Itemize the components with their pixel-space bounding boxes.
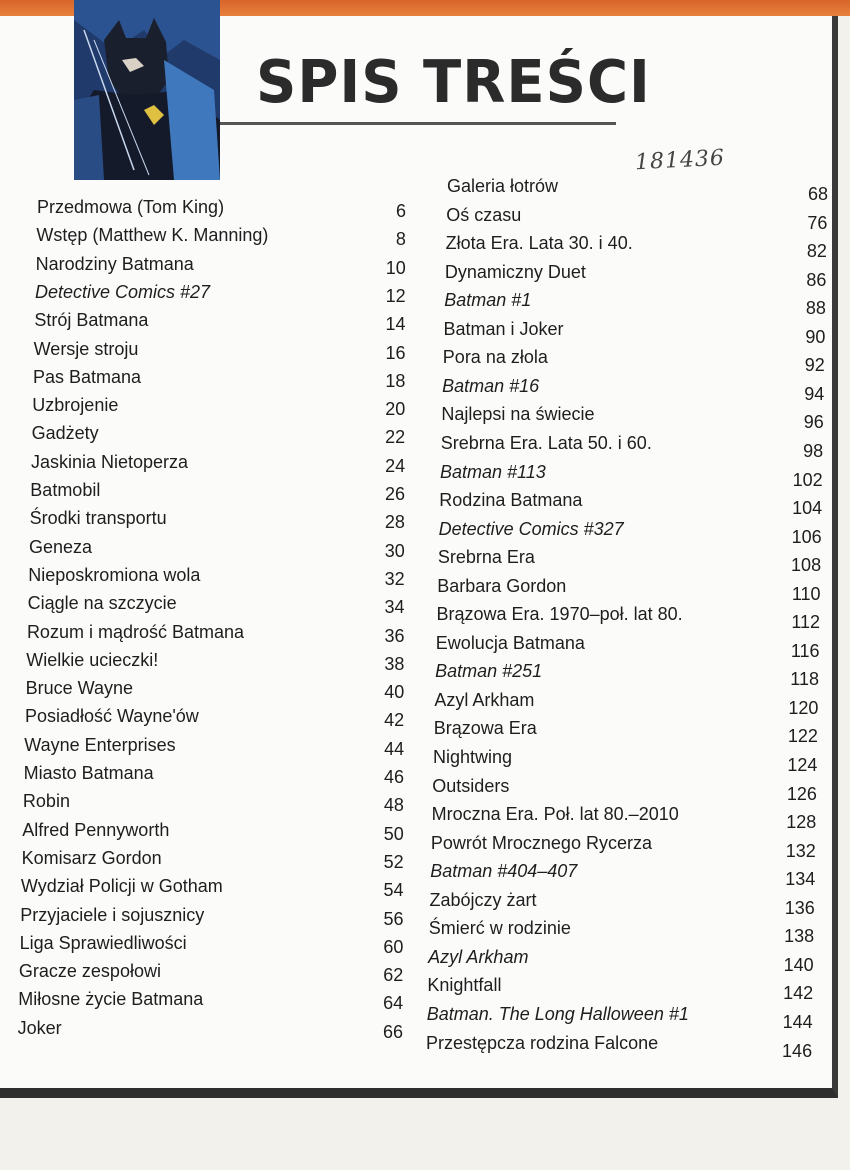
toc-entry: [446, 204, 836, 233]
toc-entry: [30, 508, 410, 532]
toc-entry: [430, 832, 821, 861]
toc-entry-title: Bruce Wayne: [25, 678, 133, 699]
toc-entry: [432, 775, 822, 804]
toc-entry-title: Detective Comics #327: [438, 518, 624, 539]
toc-entry-page: 142: [783, 983, 814, 1004]
toc-entry-title: Geneza: [28, 536, 92, 557]
toc-entry-title: Azyl Arkham: [434, 689, 535, 710]
toc-entry: [32, 423, 412, 447]
toc-entry: [36, 225, 416, 249]
toc-entry-page: 46: [383, 767, 404, 787]
toc-entry-page: 14: [385, 314, 406, 335]
toc-entry-page: 136: [784, 897, 815, 918]
toc-entry: [445, 233, 836, 262]
toc-entry-title: Przedmowa (Tom King): [37, 197, 225, 217]
toc-entry-title: Batman #16: [442, 375, 540, 396]
toc-entry-page: 12: [385, 285, 406, 306]
toc-entry-title: Strój Batmana: [34, 310, 149, 331]
toc-entry-page: 20: [385, 399, 406, 420]
toc-entry-title: Galeria łotrów: [447, 176, 559, 196]
toc-entry-page: 6: [395, 201, 406, 221]
toc-entry-title: Powrót Mrocznego Rycerza: [430, 832, 652, 853]
toc-entry-title: Nightwing: [433, 747, 513, 767]
toc-entry: [426, 1032, 816, 1061]
toc-entry-page: 120: [788, 697, 819, 718]
toc-entry-title: Miłosne życie Batmana: [18, 989, 204, 1010]
toc-entry-title: Środki transportu: [29, 508, 167, 529]
toc-entry-title: Ciągle na szczycie: [27, 593, 177, 614]
toc-entry: [430, 861, 820, 890]
toc-entry-page: 22: [385, 427, 406, 448]
toc-entry: [31, 452, 411, 476]
toc-entry: [442, 347, 833, 376]
toc-entry-page: 66: [383, 1021, 404, 1042]
page-title: SPIS TREŚCI: [256, 48, 651, 117]
toc-entry-title: Nieposkromiona wola: [28, 564, 201, 585]
toc-entry-page: 28: [384, 512, 405, 533]
toc-entry-title: Wersje stroju: [33, 338, 139, 359]
toc-entry-title: Mroczna Era. Poł. lat 80.–2010: [431, 804, 679, 825]
toc-entry-title: Rodzina Batmana: [439, 490, 583, 511]
toc-entry-page: 24: [385, 455, 406, 476]
toc-entry-page: 140: [783, 954, 814, 975]
toc-entry: [36, 254, 416, 278]
toc-entry-page: 30: [384, 540, 405, 561]
toc-entry-page: 102: [792, 469, 823, 490]
toc-entry-title: Brązowa Era. 1970–poł. lat 80.: [436, 604, 683, 625]
title-underline: [220, 122, 616, 125]
toc-entry: [437, 547, 828, 576]
toc-entry-page: 54: [383, 880, 404, 901]
toc-entry: [436, 604, 827, 633]
toc-entry: [427, 975, 817, 1004]
toc-entry-title: Dynamiczny Duet: [444, 261, 586, 282]
toc-entry-page: 86: [806, 269, 827, 290]
toc-entry-page: 146: [782, 1040, 813, 1061]
toc-entry-page: 50: [383, 823, 404, 844]
toc-entry: [30, 480, 410, 504]
toc-entry-title: Najlepsi na świecie: [441, 404, 595, 425]
toc-entry: [443, 318, 834, 347]
toc-entry-title: Detective Comics #27: [34, 281, 211, 302]
toc-entry: [437, 575, 827, 604]
toc-entry-title: Joker: [17, 1017, 62, 1038]
toc-entry: [444, 261, 835, 290]
toc-entry-page: 34: [384, 597, 405, 618]
toc-entry-title: Pora na złola: [442, 347, 548, 368]
toc-entry-title: Uzbrojenie: [32, 395, 119, 416]
toc-entry-page: 112: [791, 612, 821, 633]
toc-entry-title: Wydział Policji w Gotham: [20, 876, 223, 897]
toc-entry-title: Batmobil: [30, 480, 101, 500]
toc-entry-page: 126: [786, 783, 817, 804]
toc-entry: [28, 565, 408, 589]
toc-entry-page: 118: [790, 669, 819, 690]
toc-entry-title: Przestępcza rodzina Falcone: [426, 1032, 659, 1053]
toc-entry-title: Batman. The Long Halloween #1: [426, 1003, 689, 1024]
toc-entry-title: Liga Sprawiedliwości: [19, 932, 187, 953]
toc-entry-page: 18: [385, 370, 406, 391]
toc-entry-page: 90: [805, 326, 826, 347]
toc-entry: [18, 989, 404, 1014]
toc-entry-page: 36: [384, 625, 405, 646]
batman-figure-icon: [74, 0, 220, 180]
toc-entry-page: 106: [791, 526, 822, 547]
toc-entry: [20, 876, 404, 901]
toc-entry-page: 124: [787, 755, 818, 775]
toc-entry-title: Brązowa Era: [433, 718, 537, 739]
toc-entry-title: Zabójczy żart: [429, 889, 537, 910]
toc-entry: [444, 290, 834, 319]
toc-entry-title: Komisarz Gordon: [21, 847, 162, 868]
batman-cover-illustration: [74, 0, 220, 180]
toc-entry-title: Złota Era. Lata 30. i 40.: [445, 233, 633, 254]
toc-entry-page: 98: [803, 440, 824, 461]
toc-entry-title: Narodziny Batmana: [35, 253, 194, 274]
toc-entry: [23, 791, 403, 815]
toc-entry: [17, 1017, 404, 1042]
toc-entry-page: 94: [804, 383, 825, 404]
toc-entry-page: 64: [383, 993, 404, 1014]
toc-entry-title: Srebrna Era. Lata 50. i 60.: [440, 432, 652, 453]
toc-entry-page: 96: [803, 412, 824, 433]
toc-entry-page: 134: [785, 869, 816, 890]
toc-entry: [438, 518, 829, 547]
toc-entry: [26, 650, 406, 674]
toc-entry-page: 68: [807, 184, 828, 204]
toc-entry: [33, 367, 413, 391]
toc-entry-title: Batman #113: [440, 461, 546, 482]
toc-entry: [35, 282, 415, 306]
toc-entry: [25, 706, 405, 730]
toc-entry-title: Batman #251: [435, 661, 543, 682]
toc-entry-page: 62: [383, 965, 404, 986]
toc-entry-title: Pas Batmana: [32, 366, 142, 387]
toc-entry: [429, 889, 820, 918]
toc-entry-page: 108: [791, 555, 822, 576]
toc-entry-page: 42: [384, 710, 405, 731]
toc-entry-title: Alfred Pennyworth: [22, 819, 170, 840]
toc-entry: [435, 632, 826, 661]
toc-entry: [434, 689, 824, 718]
toc-entry: [22, 820, 402, 844]
toc-entry-page: 88: [805, 298, 826, 319]
toc-entry: [428, 946, 818, 975]
toc-entry: [439, 490, 829, 519]
toc-entry-title: Robin: [22, 791, 70, 812]
toc-entry: [433, 747, 823, 775]
toc-entry-page: 16: [385, 342, 406, 363]
toc-entry: [32, 395, 412, 419]
toc-entry-title: Wayne Enterprises: [24, 734, 176, 755]
toc-entry: [34, 310, 414, 334]
toc-entry-title: Rozum i mądrość Batmana: [26, 621, 245, 642]
toc-entry-title: Miasto Batmana: [23, 763, 154, 783]
toc-entry: [426, 1003, 817, 1032]
toc-entry: [441, 404, 831, 433]
toc-entry-title: Wstęp (Matthew K. Manning): [36, 225, 269, 246]
toc-entry: [431, 804, 822, 833]
toc-entry-page: 32: [384, 568, 405, 589]
toc-entry: [29, 537, 409, 561]
toc-entry-page: 26: [384, 484, 405, 504]
toc-entry-title: Barbara Gordon: [437, 575, 567, 596]
toc-entry-title: Przyjaciele i sojusznicy: [20, 904, 205, 925]
toc-entry-page: 132: [785, 840, 816, 861]
toc-entry-page: 76: [807, 212, 828, 233]
toc-entry-title: Jaskinia Nietoperza: [30, 451, 189, 472]
toc-entry-title: Batman i Joker: [443, 318, 564, 339]
toc-entry: [440, 432, 831, 461]
handwritten-note: 181436: [634, 145, 726, 176]
toc-entry: [428, 918, 819, 947]
toc-entry-title: Batman #404–407: [430, 861, 578, 882]
toc-entry: [26, 678, 406, 702]
toc-entry-page: 38: [384, 653, 405, 674]
toc-entry-title: Śmierć w rodzinie: [428, 918, 571, 939]
toc-entry-page: 56: [383, 908, 404, 929]
toc-entry-title: Gracze zespołowi: [18, 961, 161, 982]
toc-entry-title: Batman #1: [444, 290, 532, 311]
toc-entry-page: 44: [384, 738, 405, 759]
toc-entry-page: 40: [384, 682, 405, 703]
toc-entry: [433, 718, 824, 747]
toc-entry-page: 92: [804, 355, 825, 376]
toc-entry: [27, 622, 407, 646]
toc-entry-page: 48: [383, 795, 404, 816]
toc-entry-page: 144: [782, 1011, 813, 1032]
toc-entry-title: Knightfall: [427, 975, 502, 996]
toc-entry-page: 116: [790, 640, 820, 661]
toc-entry-title: Srebrna Era: [437, 547, 535, 568]
toc-entry-title: Oś czasu: [446, 204, 522, 225]
toc-entry: [28, 593, 408, 617]
toc-entry-page: 10: [385, 257, 406, 278]
toc-entry: [37, 197, 417, 221]
toc-entry-page: 104: [792, 498, 823, 519]
toc-entry-page: 8: [395, 229, 406, 250]
toc-entry-title: Gadżety: [31, 423, 99, 444]
toc-entry-title: Ewolucja Batmana: [435, 632, 585, 653]
toc-entry: [22, 848, 402, 872]
toc-entry-title: Wielkie ucieczki!: [26, 649, 159, 670]
toc-entry: [20, 904, 404, 929]
toc-entry-page: 82: [806, 241, 827, 262]
toc-entry: [447, 176, 837, 204]
toc-entry-page: 60: [383, 936, 404, 957]
toc-entry-page: 128: [786, 812, 817, 833]
toc-entry: [442, 375, 832, 404]
toc-entry: [19, 932, 404, 957]
toc-entry-page: 122: [787, 726, 818, 747]
toc-entry: [34, 339, 414, 363]
toc-entry: [435, 661, 825, 690]
toc-entry: [24, 763, 404, 787]
toc-entry: [440, 461, 830, 490]
toc-entry: [24, 735, 404, 759]
toc-entry-page: 110: [791, 583, 821, 604]
toc-entry-title: Outsiders: [432, 775, 510, 796]
toc-entry-page: 52: [383, 851, 404, 872]
toc-entry-page: 138: [784, 926, 815, 947]
toc-entry-title: Posiadłość Wayne'ów: [24, 706, 199, 727]
toc-entry-title: Azyl Arkham: [428, 946, 529, 967]
toc-entry: [18, 961, 404, 986]
